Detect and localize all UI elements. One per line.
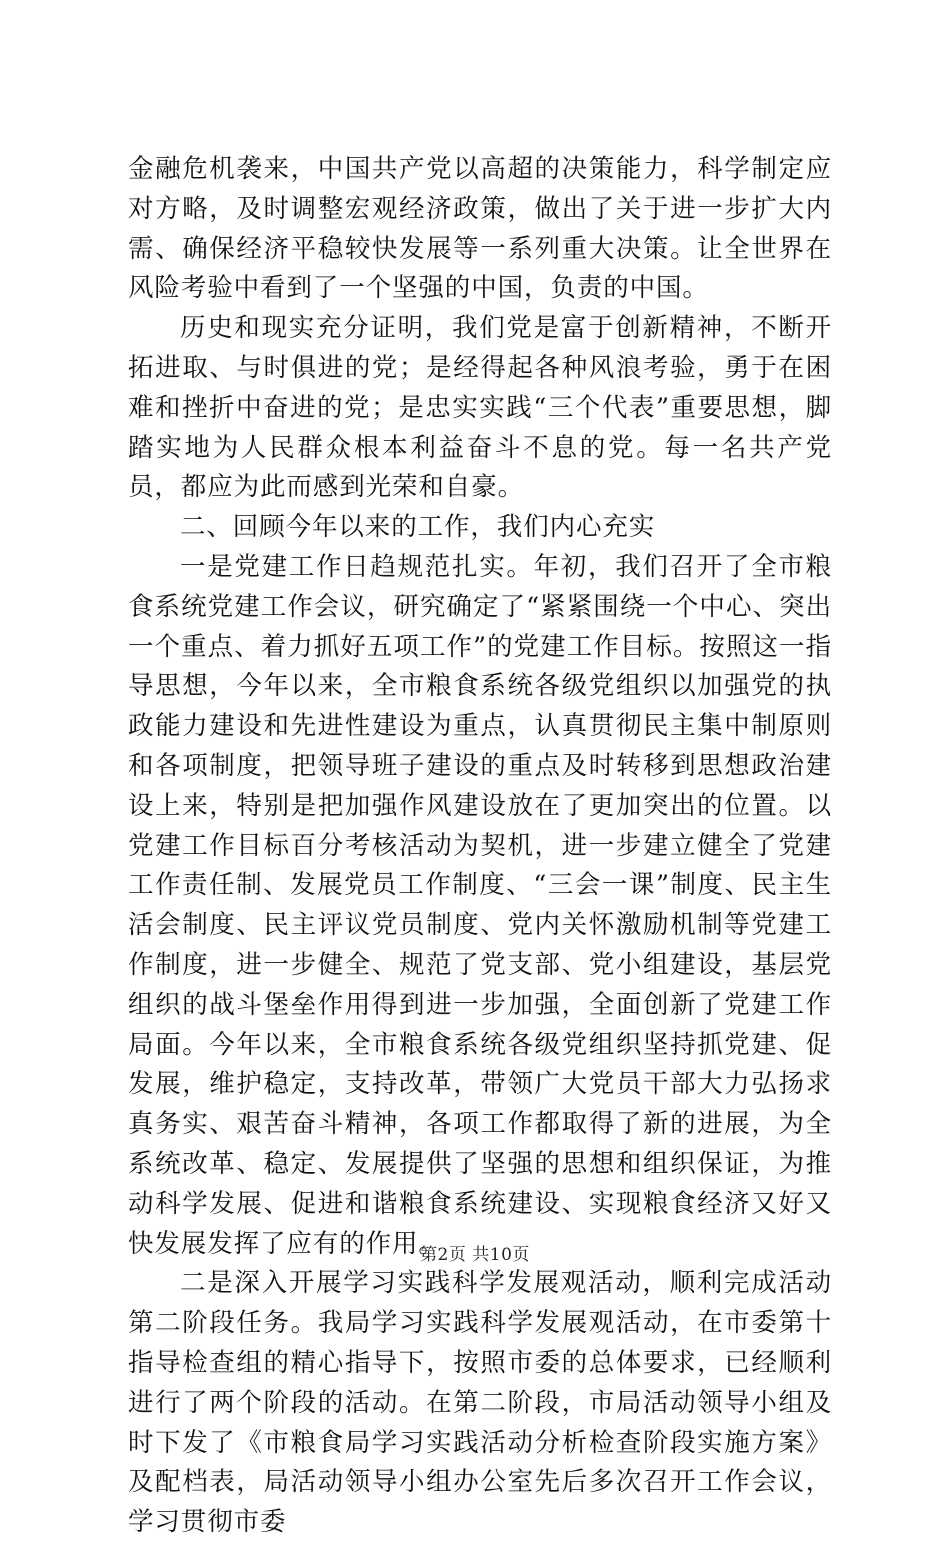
paragraph-history-proof: 历史和现实充分证明，我们党是富于创新精神，不断开拓进取、与时俱进的党；是经得起各种风浪考验，勇于在困难和挫折中奋进的党；是忠实实践“三个代表”重要思想，脚踏实地为人民群众根本利益奋斗不息的党。每一名共产党员，都应为此而感到光荣和自豪。 bbox=[128, 313, 832, 503]
section-heading-review: 二、回顾今年以来的工作，我们内心充实 bbox=[180, 512, 656, 543]
paragraph-party-building: 一是党建工作日趋规范扎实。年初，我们召开了全市粮食系统党建工作会议，研究确定了“紧紧围绕一个中心、突出一个重点、着力抓好五项工作”的党建工作目标。按照这一指导思想，今年以来，全市粮食系统各级党组织以加强党的执政能力建设和先进性建设为重点，认真贯彻民主集中制原则和各项制度，把领导班子建设的重点及时转移到思想政治建设上来，特别是把加强作风建设放在了更加突出的位置。以党建工作目标百分考核活动为契机，进一步建立健全了党建工作责任制、发展党员工作制度、“三会一课”制度、民主生活会制度、民主评议党员制度、党内关怀激励机制等党建工作制度，进一步健全、规范了党支部、党小组建设，基层党组织的战斗堡垒作用得到进一步加强，全面创新了党建工作局面。今年以来，全市粮食系统各级党组织坚持抓党建、促发展，维护稳定，支持改革，带领广大党员干部大力弘扬求真务实、艰苦奋斗精神，各项工作都取得了新的进展，为全系统改革、稳定、发展提供了坚强的思想和组织保证，为推动科学发展、促进和谐粮食系统建设、实现粮食经济又好又快发展发挥了应有的作用。 bbox=[128, 551, 832, 1259]
paragraph-financial-crisis: 金融危机袭来，中国共产党以高超的决策能力，科学制定应对方略，及时调整宏观经济政策，做出了关于进一步扩大内需、确保经济平稳较快发展等一系列重大决策。让全世界在风险考验中看到了一个坚强的中国，负责的中国。 bbox=[128, 154, 832, 304]
page-number-footer: 第2页 共10页 bbox=[420, 1245, 530, 1265]
paragraph-study-practice: 二是深入开展学习实践科学发展观活动，顺利完成活动第二阶段任务。我局学习实践科学发展观活动，在市委第十指导检查组的精心指导下，按照市委的总体要求，已经顺利进行了两个阶段的活动。在第二阶段，市局活动领导小组及时下发了《市粮食局学习实践活动分析检查阶段实施方案》及配档表，局活动领导小组办公室先后多次召开工作会议，学习贯彻市委 bbox=[128, 1268, 832, 1538]
document-body bbox=[128, 150, 832, 1543]
